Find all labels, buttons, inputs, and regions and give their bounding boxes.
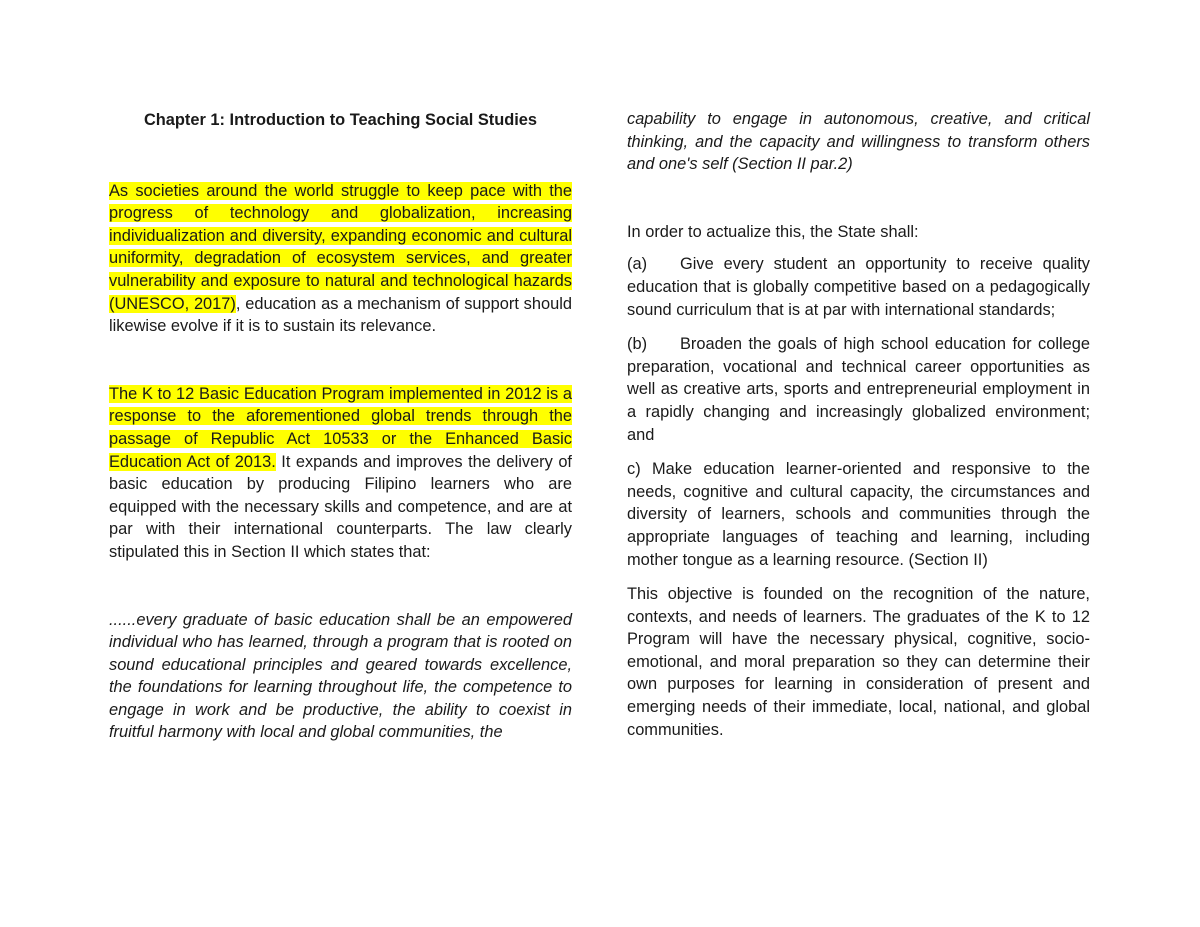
list-item-text: Give every student an opportunity to receive quality education that is globally competitive based on a pedagogically sound curriculum that is at par with international standards;	[627, 255, 1090, 319]
state-shall-intro: In order to actualize this, the State shall:	[627, 222, 919, 241]
list-item-text: Broaden the goals of high school education for college preparation, vocational and technical career opportunities as well as creative arts, sports and entrepreneurial employment in a rapidly changing and increasingly globalized environment; and	[627, 335, 1090, 444]
left-column	[109, 108, 572, 744]
paragraph-globalization	[109, 180, 572, 338]
paragraph-text: It expands and improves the delivery of basic education by producing Filipino learners who are equipped with the necessary skills and competence, and are at par with their international counterparts. The law clearly stipulated this in Section II which states that:	[109, 452, 572, 561]
chapter-title: Chapter 1: Introduction to Teaching Social Studies	[143, 111, 538, 129]
list-item-label: (b)	[627, 335, 648, 354]
paragraph-objective: This objective is founded on the recognition of the nature, contexts, and needs of learners. The graduates of the K to 12 Program will have the necessary physical, cognitive, socio-emotional, and moral preparation so they can determine their own purposes for learning in consideration of present and emerging needs of their immediate, local, national, and global communities.	[627, 585, 1090, 739]
list-item-a	[627, 253, 1090, 321]
quote-section-ii: ......every graduate of basic education shall be an empowered individual who has learned, through a program that is rooted on sound educational principles and geared towards excellence, the foundations for learning throughout life, the competence to engage in work and be productive, the ability to coexist in fruitful harmony with local and global communities, the	[109, 610, 572, 742]
right-column	[627, 108, 1090, 741]
list-item-b	[627, 333, 1090, 446]
quote-continuation: capability to engage in autonomous, creative, and critical thinking, and the capacity and willingness to transform others and one's self (Section II par.2)	[627, 110, 1090, 174]
list-item-label: (a)	[627, 255, 648, 274]
paragraph-k12-program	[109, 383, 572, 564]
highlighted-text: As societies around the world struggle to keep pace with the progress of technology and globalization, increasing individualization and diversity, expanding economic and cultural uniformity, degradation of ecosystem services, and greater vulnerability and exposure to natural and technological hazards (UNESCO, 2017)	[109, 181, 572, 313]
list-item-c: c) Make education learner-oriented and responsive to the needs, cognitive and cultural capacity, the circumstances and diversity of learners, schools and communities through the appropriate languages of teaching and learning, including mother tongue as a learning resource. (Section II)	[627, 460, 1090, 569]
paragraph-text: , education as a mechanism of support should likewise evolve if it is to sustain its relevance.	[109, 294, 572, 336]
highlighted-text: The K to 12 Basic Education Program implemented in 2012 is a response to the aforementioned global trends through the passage of Republic Act 10533 or the Enhanced Basic Education Act of 2013.	[109, 384, 572, 471]
